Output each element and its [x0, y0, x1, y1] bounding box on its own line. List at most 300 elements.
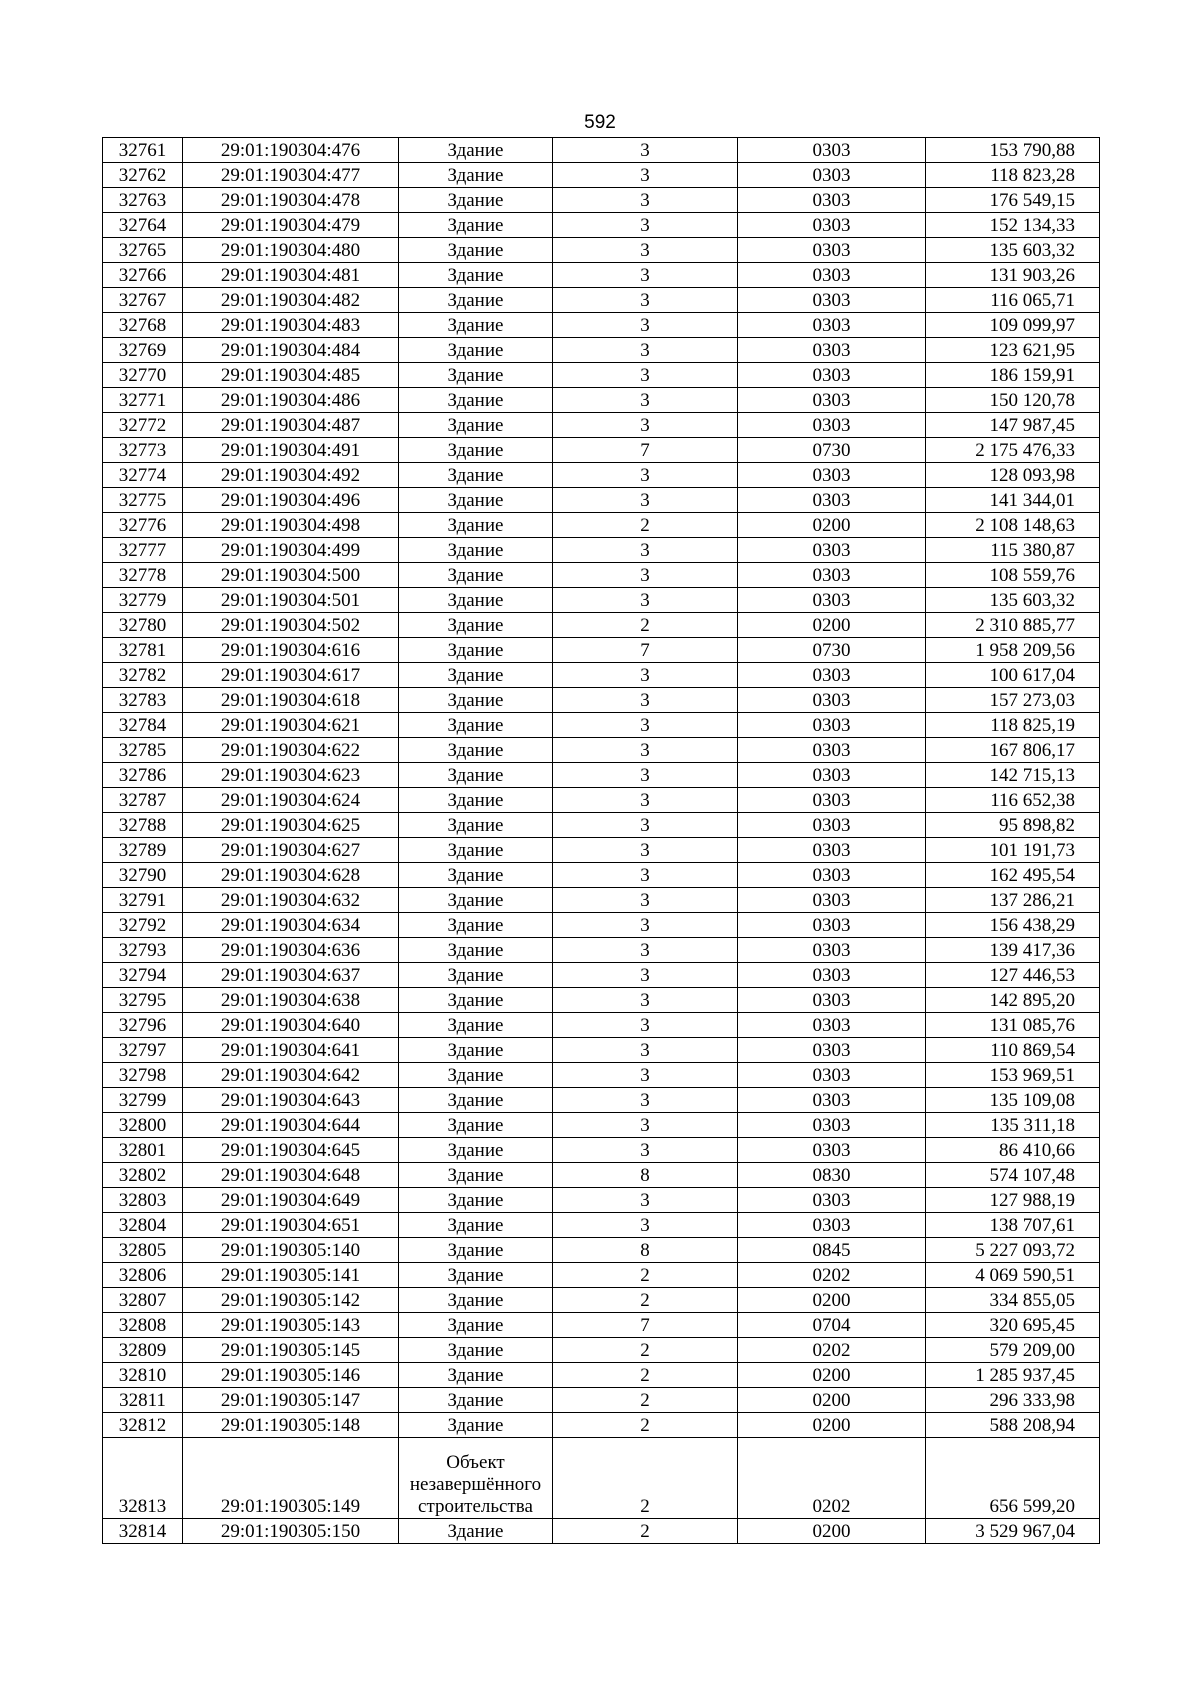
- object-type-cell: Здание: [399, 1263, 553, 1288]
- cadastral-value-cell: 86 410,66: [926, 1138, 1100, 1163]
- row-number-cell: 32766: [103, 263, 183, 288]
- group-number-cell: 3: [553, 1088, 738, 1113]
- cadastral-number-cell: 29:01:190304:486: [183, 388, 399, 413]
- cadastral-number-cell: 29:01:190304:616: [183, 638, 399, 663]
- table-row: [103, 1288, 1100, 1313]
- group-number-cell: 3: [553, 188, 738, 213]
- row-number-cell: 32790: [103, 863, 183, 888]
- object-type-cell: Здание: [399, 538, 553, 563]
- cadastral-number-cell: 29:01:190304:634: [183, 913, 399, 938]
- object-type-cell: Здание: [399, 1413, 553, 1438]
- cadastral-number-cell: 29:01:190304:501: [183, 588, 399, 613]
- cadastral-number-cell: 29:01:190305:145: [183, 1338, 399, 1363]
- cadastral-value-cell: 116 065,71: [926, 288, 1100, 313]
- cadastral-number-cell: 29:01:190304:623: [183, 763, 399, 788]
- table-row: [103, 1413, 1100, 1438]
- cadastral-number-cell: 29:01:190304:628: [183, 863, 399, 888]
- table-row: [103, 988, 1100, 1013]
- group-number-cell: 3: [553, 588, 738, 613]
- cadastral-value-cell: 334 855,05: [926, 1288, 1100, 1313]
- subgroup-code-cell: 0303: [738, 738, 926, 763]
- row-number-cell: 32812: [103, 1413, 183, 1438]
- row-number-cell: 32807: [103, 1288, 183, 1313]
- cadastral-value-cell: 139 417,36: [926, 938, 1100, 963]
- table-row: [103, 138, 1100, 163]
- row-number-cell: 32786: [103, 763, 183, 788]
- table-row: [103, 338, 1100, 363]
- cadastral-number-cell: 29:01:190304:502: [183, 613, 399, 638]
- subgroup-code-cell: 0303: [738, 388, 926, 413]
- cadastral-value-cell: 1 285 937,45: [926, 1363, 1100, 1388]
- row-number-cell: 32811: [103, 1388, 183, 1413]
- row-number-cell: 32791: [103, 888, 183, 913]
- cadastral-number-cell: 29:01:190304:641: [183, 1038, 399, 1063]
- cadastral-value-cell: 150 120,78: [926, 388, 1100, 413]
- row-number-cell: 32803: [103, 1188, 183, 1213]
- subgroup-code-cell: 0200: [738, 1519, 926, 1544]
- subgroup-code-cell: 0303: [738, 588, 926, 613]
- table-row: [103, 663, 1100, 688]
- subgroup-code-cell: 0200: [738, 1388, 926, 1413]
- cadastral-value-cell: 156 438,29: [926, 913, 1100, 938]
- cadastral-number-cell: 29:01:190304:651: [183, 1213, 399, 1238]
- cadastral-number-cell: 29:01:190304:481: [183, 263, 399, 288]
- table-row: [103, 288, 1100, 313]
- table-row: [103, 913, 1100, 938]
- cadastral-value-cell: 142 895,20: [926, 988, 1100, 1013]
- cadastral-number-cell: 29:01:190304:632: [183, 888, 399, 913]
- cadastral-number-cell: 29:01:190304:621: [183, 713, 399, 738]
- cadastral-number-cell: 29:01:190304:476: [183, 138, 399, 163]
- table-row: [103, 1338, 1100, 1363]
- cadastral-value-cell: 115 380,87: [926, 538, 1100, 563]
- cadastral-number-cell: 29:01:190304:624: [183, 788, 399, 813]
- cadastral-value-cell: 153 969,51: [926, 1063, 1100, 1088]
- subgroup-code-cell: 0303: [738, 1138, 926, 1163]
- subgroup-code-cell: 0303: [738, 463, 926, 488]
- group-number-cell: 3: [553, 388, 738, 413]
- object-type-cell: Здание: [399, 263, 553, 288]
- cadastral-number-cell: 29:01:190304:482: [183, 288, 399, 313]
- subgroup-code-cell: 0303: [738, 963, 926, 988]
- object-type-cell: Здание: [399, 563, 553, 588]
- group-number-cell: 3: [553, 213, 738, 238]
- row-number-cell: 32792: [103, 913, 183, 938]
- cadastral-number-cell: 29:01:190305:142: [183, 1288, 399, 1313]
- table-row: [103, 1363, 1100, 1388]
- object-type-cell: Здание: [399, 813, 553, 838]
- group-number-cell: 2: [553, 1263, 738, 1288]
- subgroup-code-cell: 0303: [738, 213, 926, 238]
- row-number-cell: 32794: [103, 963, 183, 988]
- cadastral-number-cell: 29:01:190304:645: [183, 1138, 399, 1163]
- object-type-cell: Здание: [399, 1088, 553, 1113]
- table-row: [103, 438, 1100, 463]
- cadastral-value-cell: 109 099,97: [926, 313, 1100, 338]
- cadastral-number-cell: 29:01:190305:141: [183, 1263, 399, 1288]
- cadastral-value-cell: 5 227 093,72: [926, 1238, 1100, 1263]
- table-row: [103, 1188, 1100, 1213]
- cadastral-value-cell: 135 109,08: [926, 1088, 1100, 1113]
- table-row: [103, 513, 1100, 538]
- cadastral-value-cell: 320 695,45: [926, 1313, 1100, 1338]
- subgroup-code-cell: 0303: [738, 888, 926, 913]
- row-number-cell: 32765: [103, 238, 183, 263]
- cadastral-value-cell: 574 107,48: [926, 1163, 1100, 1188]
- table-row: [103, 263, 1100, 288]
- object-type-cell: Здание: [399, 238, 553, 263]
- group-number-cell: 2: [553, 1288, 738, 1313]
- cadastral-number-cell: 29:01:190304:485: [183, 363, 399, 388]
- subgroup-code-cell: 0303: [738, 263, 926, 288]
- cadastral-number-cell: 29:01:190304:499: [183, 538, 399, 563]
- cadastral-value-cell: 2 175 476,33: [926, 438, 1100, 463]
- cadastral-number-cell: 29:01:190304:637: [183, 963, 399, 988]
- table-row: [103, 738, 1100, 763]
- cadastral-value-cell: 118 823,28: [926, 163, 1100, 188]
- subgroup-code-cell: 0303: [738, 488, 926, 513]
- cadastral-number-cell: 29:01:190304:477: [183, 163, 399, 188]
- group-number-cell: 3: [553, 538, 738, 563]
- row-number-cell: 32806: [103, 1263, 183, 1288]
- table-row: [103, 1438, 1100, 1519]
- object-type-cell: Здание: [399, 1363, 553, 1388]
- cadastral-number-cell: 29:01:190304:638: [183, 988, 399, 1013]
- cadastral-number-cell: 29:01:190304:640: [183, 1013, 399, 1038]
- subgroup-code-cell: 0303: [738, 838, 926, 863]
- row-number-cell: 32802: [103, 1163, 183, 1188]
- cadastral-number-cell: 29:01:190304:636: [183, 938, 399, 963]
- group-number-cell: 3: [553, 1188, 738, 1213]
- object-type-cell: Здание: [399, 938, 553, 963]
- table-row: [103, 838, 1100, 863]
- cadastral-number-cell: 29:01:190304:642: [183, 1063, 399, 1088]
- subgroup-code-cell: 0303: [738, 913, 926, 938]
- cadastral-number-cell: 29:01:190304:643: [183, 1088, 399, 1113]
- subgroup-code-cell: 0303: [738, 1063, 926, 1088]
- cadastral-value-cell: 138 707,61: [926, 1213, 1100, 1238]
- group-number-cell: 3: [553, 688, 738, 713]
- row-number-cell: 32813: [103, 1438, 183, 1519]
- group-number-cell: 3: [553, 663, 738, 688]
- cadastral-number-cell: 29:01:190305:146: [183, 1363, 399, 1388]
- subgroup-code-cell: 0303: [738, 1088, 926, 1113]
- subgroup-code-cell: 0303: [738, 1188, 926, 1213]
- row-number-cell: 32779: [103, 588, 183, 613]
- cadastral-number-cell: 29:01:190305:149: [183, 1438, 399, 1519]
- object-type-cell: Здание: [399, 388, 553, 413]
- cadastral-number-cell: 29:01:190304:484: [183, 338, 399, 363]
- cadastral-number-cell: 29:01:190305:143: [183, 1313, 399, 1338]
- row-number-cell: 32795: [103, 988, 183, 1013]
- subgroup-code-cell: 0202: [738, 1338, 926, 1363]
- cadastral-value-cell: 135 603,32: [926, 588, 1100, 613]
- group-number-cell: 3: [553, 838, 738, 863]
- object-type-cell: Здание: [399, 363, 553, 388]
- group-number-cell: 3: [553, 1013, 738, 1038]
- group-number-cell: 3: [553, 938, 738, 963]
- group-number-cell: 3: [553, 863, 738, 888]
- subgroup-code-cell: 0303: [738, 788, 926, 813]
- group-number-cell: 3: [553, 1138, 738, 1163]
- table-row: [103, 388, 1100, 413]
- subgroup-code-cell: 0303: [738, 563, 926, 588]
- group-number-cell: 3: [553, 338, 738, 363]
- object-type-cell: Объект незавершённого строительства: [399, 1438, 553, 1519]
- object-type-cell: Здание: [399, 188, 553, 213]
- cadastral-value-cell: 2 310 885,77: [926, 613, 1100, 638]
- cadastral-number-cell: 29:01:190304:496: [183, 488, 399, 513]
- subgroup-code-cell: 0303: [738, 338, 926, 363]
- group-number-cell: 3: [553, 138, 738, 163]
- table-row: [103, 638, 1100, 663]
- cadastral-value-cell: 4 069 590,51: [926, 1263, 1100, 1288]
- object-type-cell: Здание: [399, 288, 553, 313]
- table-row: [103, 1213, 1100, 1238]
- subgroup-code-cell: 0200: [738, 1363, 926, 1388]
- row-number-cell: 32808: [103, 1313, 183, 1338]
- cadastral-number-cell: 29:01:190305:140: [183, 1238, 399, 1263]
- object-type-cell: Здание: [399, 1113, 553, 1138]
- group-number-cell: 3: [553, 813, 738, 838]
- table-row: [103, 1113, 1100, 1138]
- table-row: [103, 888, 1100, 913]
- cadastral-value-cell: 123 621,95: [926, 338, 1100, 363]
- subgroup-code-cell: 0303: [738, 713, 926, 738]
- subgroup-code-cell: 0704: [738, 1313, 926, 1338]
- cadastral-value-cell: 131 085,76: [926, 1013, 1100, 1038]
- table-row: [103, 713, 1100, 738]
- row-number-cell: 32800: [103, 1113, 183, 1138]
- subgroup-code-cell: 0303: [738, 1038, 926, 1063]
- object-type-cell: Здание: [399, 738, 553, 763]
- group-number-cell: 7: [553, 438, 738, 463]
- row-number-cell: 32778: [103, 563, 183, 588]
- cadastral-number-cell: 29:01:190304:627: [183, 838, 399, 863]
- subgroup-code-cell: 0303: [738, 1013, 926, 1038]
- cadastral-value-cell: 100 617,04: [926, 663, 1100, 688]
- row-number-cell: 32796: [103, 1013, 183, 1038]
- table-row: [103, 313, 1100, 338]
- cadastral-value-cell: 118 825,19: [926, 713, 1100, 738]
- object-type-cell: Здание: [399, 313, 553, 338]
- table-row: [103, 863, 1100, 888]
- row-number-cell: 32793: [103, 938, 183, 963]
- cadastral-value-cell: 127 988,19: [926, 1188, 1100, 1213]
- group-number-cell: 2: [553, 1413, 738, 1438]
- row-number-cell: 32761: [103, 138, 183, 163]
- cadastral-number-cell: 29:01:190305:150: [183, 1519, 399, 1544]
- group-number-cell: 3: [553, 1063, 738, 1088]
- object-type-cell: Здание: [399, 1213, 553, 1238]
- cadastral-value-cell: 141 344,01: [926, 488, 1100, 513]
- group-number-cell: 3: [553, 763, 738, 788]
- object-type-cell: Здание: [399, 513, 553, 538]
- cadastral-value-cell: 1 958 209,56: [926, 638, 1100, 663]
- cadastral-value-cell: 95 898,82: [926, 813, 1100, 838]
- group-number-cell: 2: [553, 1438, 738, 1519]
- cadastral-value-cell: 2 108 148,63: [926, 513, 1100, 538]
- cadastral-value-cell: 137 286,21: [926, 888, 1100, 913]
- table-row: [103, 363, 1100, 388]
- object-type-cell: Здание: [399, 688, 553, 713]
- cadastral-value-cell: 296 333,98: [926, 1388, 1100, 1413]
- group-number-cell: 2: [553, 1519, 738, 1544]
- object-type-cell: Здание: [399, 1519, 553, 1544]
- object-type-cell: Здание: [399, 913, 553, 938]
- row-number-cell: 32768: [103, 313, 183, 338]
- object-type-cell: Здание: [399, 838, 553, 863]
- subgroup-code-cell: 0303: [738, 938, 926, 963]
- cadastral-number-cell: 29:01:190304:483: [183, 313, 399, 338]
- subgroup-code-cell: 0303: [738, 238, 926, 263]
- row-number-cell: 32804: [103, 1213, 183, 1238]
- object-type-cell: Здание: [399, 638, 553, 663]
- row-number-cell: 32774: [103, 463, 183, 488]
- object-type-cell: Здание: [399, 988, 553, 1013]
- row-number-cell: 32785: [103, 738, 183, 763]
- cadastral-value-cell: 131 903,26: [926, 263, 1100, 288]
- row-number-cell: 32771: [103, 388, 183, 413]
- cadastral-number-cell: 29:01:190304:617: [183, 663, 399, 688]
- table-row: [103, 1138, 1100, 1163]
- row-number-cell: 32763: [103, 188, 183, 213]
- table-row: [103, 413, 1100, 438]
- row-number-cell: 32764: [103, 213, 183, 238]
- row-number-cell: 32805: [103, 1238, 183, 1263]
- subgroup-code-cell: 0730: [738, 438, 926, 463]
- subgroup-code-cell: 0200: [738, 1288, 926, 1313]
- object-type-cell: Здание: [399, 1288, 553, 1313]
- row-number-cell: 32777: [103, 538, 183, 563]
- object-type-cell: Здание: [399, 588, 553, 613]
- object-type-cell: Здание: [399, 613, 553, 638]
- subgroup-code-cell: 0303: [738, 363, 926, 388]
- cadastral-value-cell: 110 869,54: [926, 1038, 1100, 1063]
- object-type-cell: Здание: [399, 763, 553, 788]
- row-number-cell: 32797: [103, 1038, 183, 1063]
- table-row: [103, 1519, 1100, 1544]
- cadastral-number-cell: 29:01:190304:492: [183, 463, 399, 488]
- object-type-cell: Здание: [399, 1038, 553, 1063]
- cadastral-value-cell: 579 209,00: [926, 1338, 1100, 1363]
- object-type-cell: Здание: [399, 163, 553, 188]
- table-row: [103, 1238, 1100, 1263]
- row-number-cell: 32814: [103, 1519, 183, 1544]
- group-number-cell: 3: [553, 1213, 738, 1238]
- cadastral-value-cell: 588 208,94: [926, 1413, 1100, 1438]
- cadastral-number-cell: 29:01:190304:498: [183, 513, 399, 538]
- row-number-cell: 32782: [103, 663, 183, 688]
- object-type-cell: Здание: [399, 888, 553, 913]
- table-row: [103, 1313, 1100, 1338]
- group-number-cell: 3: [553, 563, 738, 588]
- table-row: [103, 788, 1100, 813]
- object-type-cell: Здание: [399, 463, 553, 488]
- subgroup-code-cell: 0200: [738, 1413, 926, 1438]
- table-row: [103, 588, 1100, 613]
- object-type-cell: Здание: [399, 1238, 553, 1263]
- object-type-cell: Здание: [399, 1338, 553, 1363]
- row-number-cell: 32788: [103, 813, 183, 838]
- object-type-cell: Здание: [399, 963, 553, 988]
- subgroup-code-cell: 0730: [738, 638, 926, 663]
- subgroup-code-cell: 0303: [738, 138, 926, 163]
- subgroup-code-cell: 0830: [738, 1163, 926, 1188]
- cadastral-value-cell: 116 652,38: [926, 788, 1100, 813]
- cadastral-value-cell: 101 191,73: [926, 838, 1100, 863]
- row-number-cell: 32787: [103, 788, 183, 813]
- cadastral-value-cell: 108 559,76: [926, 563, 1100, 588]
- cadastral-number-cell: 29:01:190304:648: [183, 1163, 399, 1188]
- cadastral-number-cell: 29:01:190304:618: [183, 688, 399, 713]
- subgroup-code-cell: 0202: [738, 1438, 926, 1519]
- group-number-cell: 8: [553, 1238, 738, 1263]
- row-number-cell: 32799: [103, 1088, 183, 1113]
- subgroup-code-cell: 0303: [738, 688, 926, 713]
- cadastral-value-cell: 167 806,17: [926, 738, 1100, 763]
- subgroup-code-cell: 0303: [738, 1213, 926, 1238]
- object-type-cell: Здание: [399, 1138, 553, 1163]
- subgroup-code-cell: 0303: [738, 813, 926, 838]
- row-number-cell: 32780: [103, 613, 183, 638]
- row-number-cell: 32769: [103, 338, 183, 363]
- cadastral-value-table: [102, 137, 1100, 1544]
- object-type-cell: Здание: [399, 1163, 553, 1188]
- subgroup-code-cell: 0200: [738, 613, 926, 638]
- cadastral-value-cell: 127 446,53: [926, 963, 1100, 988]
- row-number-cell: 32762: [103, 163, 183, 188]
- row-number-cell: 32784: [103, 713, 183, 738]
- object-type-cell: Здание: [399, 1188, 553, 1213]
- table-row: [103, 538, 1100, 563]
- group-number-cell: 2: [553, 513, 738, 538]
- group-number-cell: 3: [553, 788, 738, 813]
- group-number-cell: 3: [553, 163, 738, 188]
- table-row: [103, 238, 1100, 263]
- table-row: [103, 188, 1100, 213]
- subgroup-code-cell: 0303: [738, 763, 926, 788]
- subgroup-code-cell: 0303: [738, 188, 926, 213]
- object-type-cell: Здание: [399, 138, 553, 163]
- group-number-cell: 8: [553, 1163, 738, 1188]
- subgroup-code-cell: 0845: [738, 1238, 926, 1263]
- object-type-cell: Здание: [399, 488, 553, 513]
- object-type-cell: Здание: [399, 338, 553, 363]
- cadastral-value-cell: 152 134,33: [926, 213, 1100, 238]
- cadastral-value-cell: 135 603,32: [926, 238, 1100, 263]
- object-type-cell: Здание: [399, 438, 553, 463]
- table-body: [103, 138, 1100, 1544]
- object-type-cell: Здание: [399, 788, 553, 813]
- row-number-cell: 32773: [103, 438, 183, 463]
- table-row: [103, 813, 1100, 838]
- cadastral-number-cell: 29:01:190304:644: [183, 1113, 399, 1138]
- table-row: [103, 488, 1100, 513]
- group-number-cell: 3: [553, 963, 738, 988]
- row-number-cell: 32810: [103, 1363, 183, 1388]
- subgroup-code-cell: 0303: [738, 413, 926, 438]
- table-row: [103, 613, 1100, 638]
- subgroup-code-cell: 0303: [738, 1113, 926, 1138]
- subgroup-code-cell: 0303: [738, 863, 926, 888]
- object-type-cell: Здание: [399, 413, 553, 438]
- group-number-cell: 3: [553, 313, 738, 338]
- table-row: [103, 163, 1100, 188]
- subgroup-code-cell: 0303: [738, 663, 926, 688]
- table-row: [103, 1038, 1100, 1063]
- row-number-cell: 32809: [103, 1338, 183, 1363]
